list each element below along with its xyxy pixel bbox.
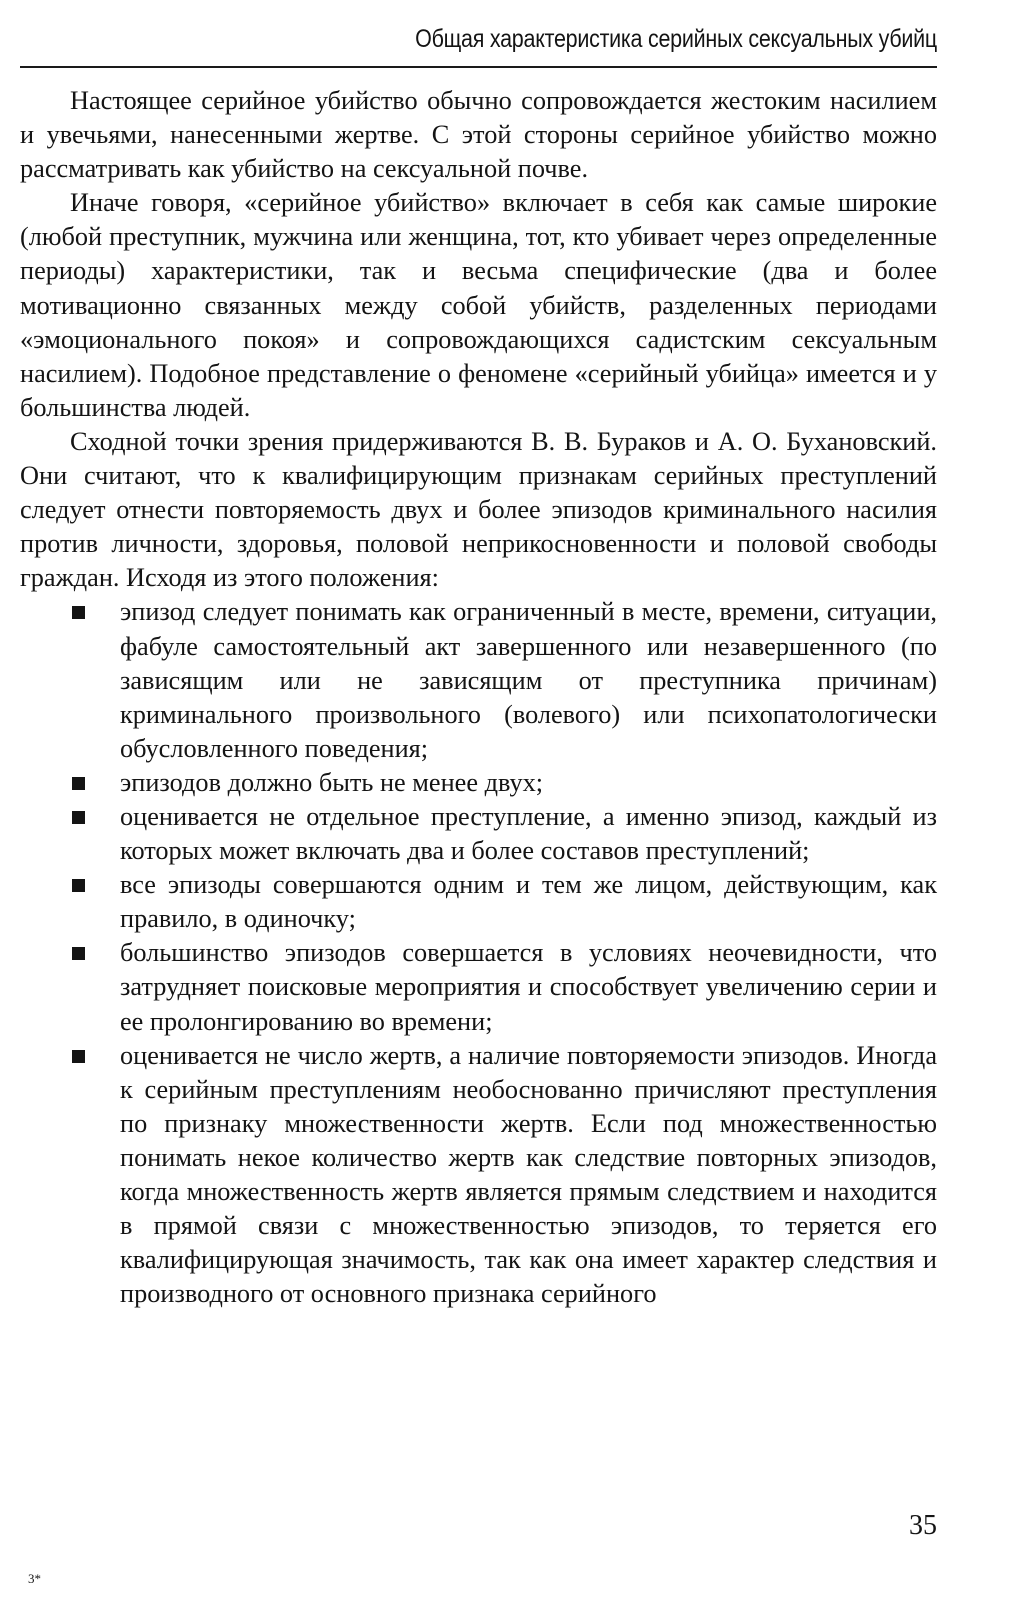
header-rule <box>20 66 937 68</box>
list-item-text: большинство эпизодов совершается в условиях неочевидности, что затрудняет поисковые мероприятия и способствует увеличению серии и ее пролонгированию во времени; <box>120 938 937 1036</box>
square-bullet-icon <box>72 777 85 790</box>
list-item <box>20 936 937 1038</box>
paragraph-3: Сходной точки зрения придерживаются В. В. Бураков и А. О. Бухановский. Они считают, что к квалифицирующим признакам серийных преступлений следует отнести повторяемость двух и более эпизодов криминального насилия против личности, здоровья, половой неприкосновенности и половой свободы граждан. Исходя из этого положения: <box>20 426 937 593</box>
paragraph-2: Иначе говоря, «серийное убийство» включает в себя как самые широкие (любой преступник, мужчина или женщина, тот, кто убивает через определенные периоды) характеристики, так и весьма специфические (два и более мотивационно связанных между собой убийств, разделенных периодами «эмоционального покоя» и сопровождающихся садистским сексуальным насилием). Подобное представление о феномене «серийный убийца» имеется и у большинства людей. <box>20 188 937 422</box>
list-item-text: эпизод следует понимать как ограниченный в месте, времени, ситуации, фабуле самостоятельный акт завершенного или незавершенного (по зависящим или не зависящим от преступника причинам) криминального произвольного (волевого) или психопатологически обусловленного поведения; <box>120 597 937 763</box>
list-item-text: все эпизоды совершаются одним и тем же лицом, действующим, как правило, в одиночку; <box>120 870 937 934</box>
page-number: 35 <box>909 1510 937 1541</box>
list-item <box>20 800 937 868</box>
square-bullet-icon <box>72 606 85 619</box>
list-item <box>20 595 937 765</box>
page-body <box>20 84 937 1311</box>
criteria-list <box>20 595 937 1311</box>
square-bullet-icon <box>72 811 85 824</box>
square-bullet-icon <box>72 1050 85 1063</box>
list-item-text: эпизодов должно быть не менее двух; <box>120 767 544 797</box>
list-item <box>20 766 937 800</box>
list-item <box>20 868 937 936</box>
signature-mark: 3* <box>28 1571 41 1586</box>
square-bullet-icon <box>72 947 85 960</box>
square-bullet-icon <box>72 879 85 892</box>
list-item-text: оценивается не отдельное преступление, а именно эпизод, каждый из которых может включать два и более составов преступлений; <box>120 801 937 866</box>
running-header-title: Общая характеристика серийных сексуальных убийц <box>415 25 937 53</box>
list-item <box>20 1039 937 1312</box>
list-item-text: оценивается не число жертв, а наличие повторяемости эпизодов. Иногда к серийным преступлениям необоснованно причисляют преступления по признаку множественности жертв. Если под множественностью понимать некое количество жертв как следствие повторных эпизодов, когда множественность жертв является прямым следствием и находится в прямой связи с множественностью эпизодов, то теряется его квалифицирующая значимость, так как она имеет характер следствия и производного от основного признака серийного <box>120 1040 937 1309</box>
paragraph-1: Настоящее серийное убийство обычно сопровождается жестоким насилием и увечьями, нанесенными жертве. С этой стороны серийное убийство можно рассматривать как убийство на сексуальной почве. <box>20 86 937 184</box>
